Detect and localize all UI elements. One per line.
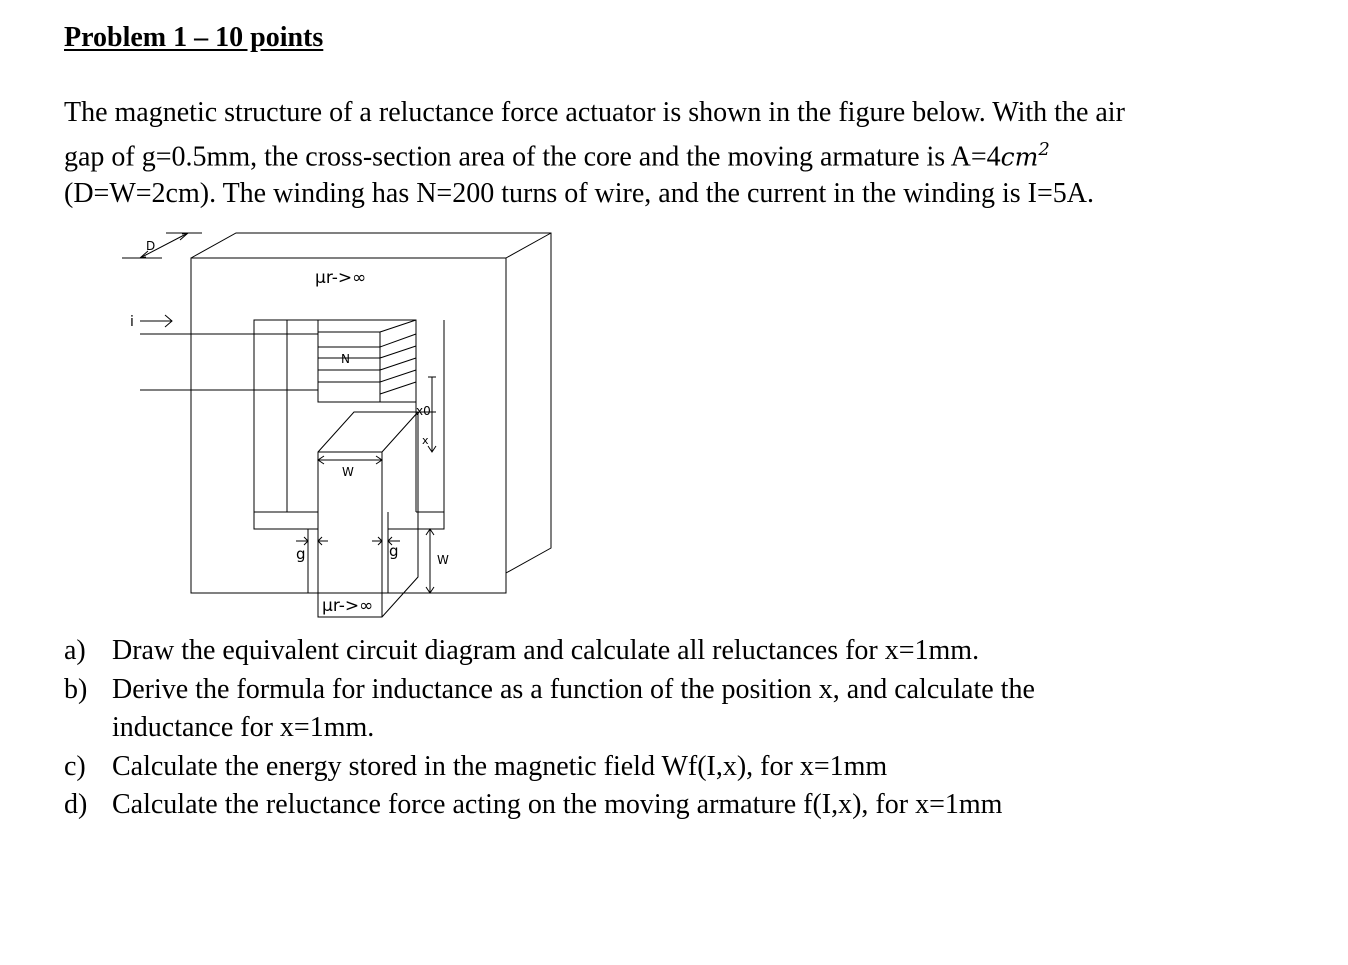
label-mu-top: μr->∞ [315,268,367,288]
statement-line-2 [64,131,1304,175]
area-exponent: 2 [1038,139,1050,160]
statement-line-3: (D=W=2cm). The winding has N=200 turns of wire, and the current in the winding is I=5A. [64,178,1094,210]
dimension-w-side [426,529,434,593]
label-mu-bottom: μr->∞ [322,596,374,616]
core-outline [191,233,551,593]
current-arrow [140,315,172,327]
question-marker: b) [64,673,88,705]
dimension-w-armature [318,456,382,464]
label-g-left: g [296,545,306,563]
statement-line-1: The magnetic structure of a reluctance force actuator is shown in the figure below. With the air [64,97,1125,128]
actuator-figure [110,222,570,637]
label-x: x [422,434,429,447]
label-g-right: g [389,542,399,560]
dimension-d [122,233,202,258]
question-text: Calculate the energy stored in the magnetic field Wf(I,x), for x=1mm [112,750,888,782]
label-i: i [130,314,134,330]
label-d: D [146,239,156,253]
question-marker: d) [64,789,88,820]
label-n: N [341,352,350,366]
question-a [64,632,1035,671]
question-b [64,671,1035,748]
problem-statement [64,94,1304,212]
winding-coil [140,320,416,402]
question-c [64,748,1035,787]
gap-arrows [296,537,400,545]
question-marker: a) [64,635,86,666]
question-text-continuation: inductance for x=1mm. [112,712,375,743]
problem-title: Problem 1 – 10 points [64,22,324,53]
label-x0: x0 [416,404,431,418]
moving-armature [318,412,418,617]
statement-line-2-text: gap of g=0.5mm, the cross-section area of the core and the moving armature is A=4 [64,141,1001,173]
question-list [64,632,1035,825]
question-text: Derive the formula for inductance as a function of the position x, and calculate the [112,673,1035,705]
label-w-side: W [437,553,449,567]
area-unit: cm [1000,142,1039,172]
question-marker: c) [64,750,86,782]
question-d [64,786,1035,825]
question-text: Calculate the reluctance force acting on the moving armature f(I,x), for x=1mm [112,789,1003,820]
question-text: Draw the equivalent circuit diagram and calculate all reluctances for x=1mm. [112,635,980,666]
label-w-armature: W [342,465,354,479]
